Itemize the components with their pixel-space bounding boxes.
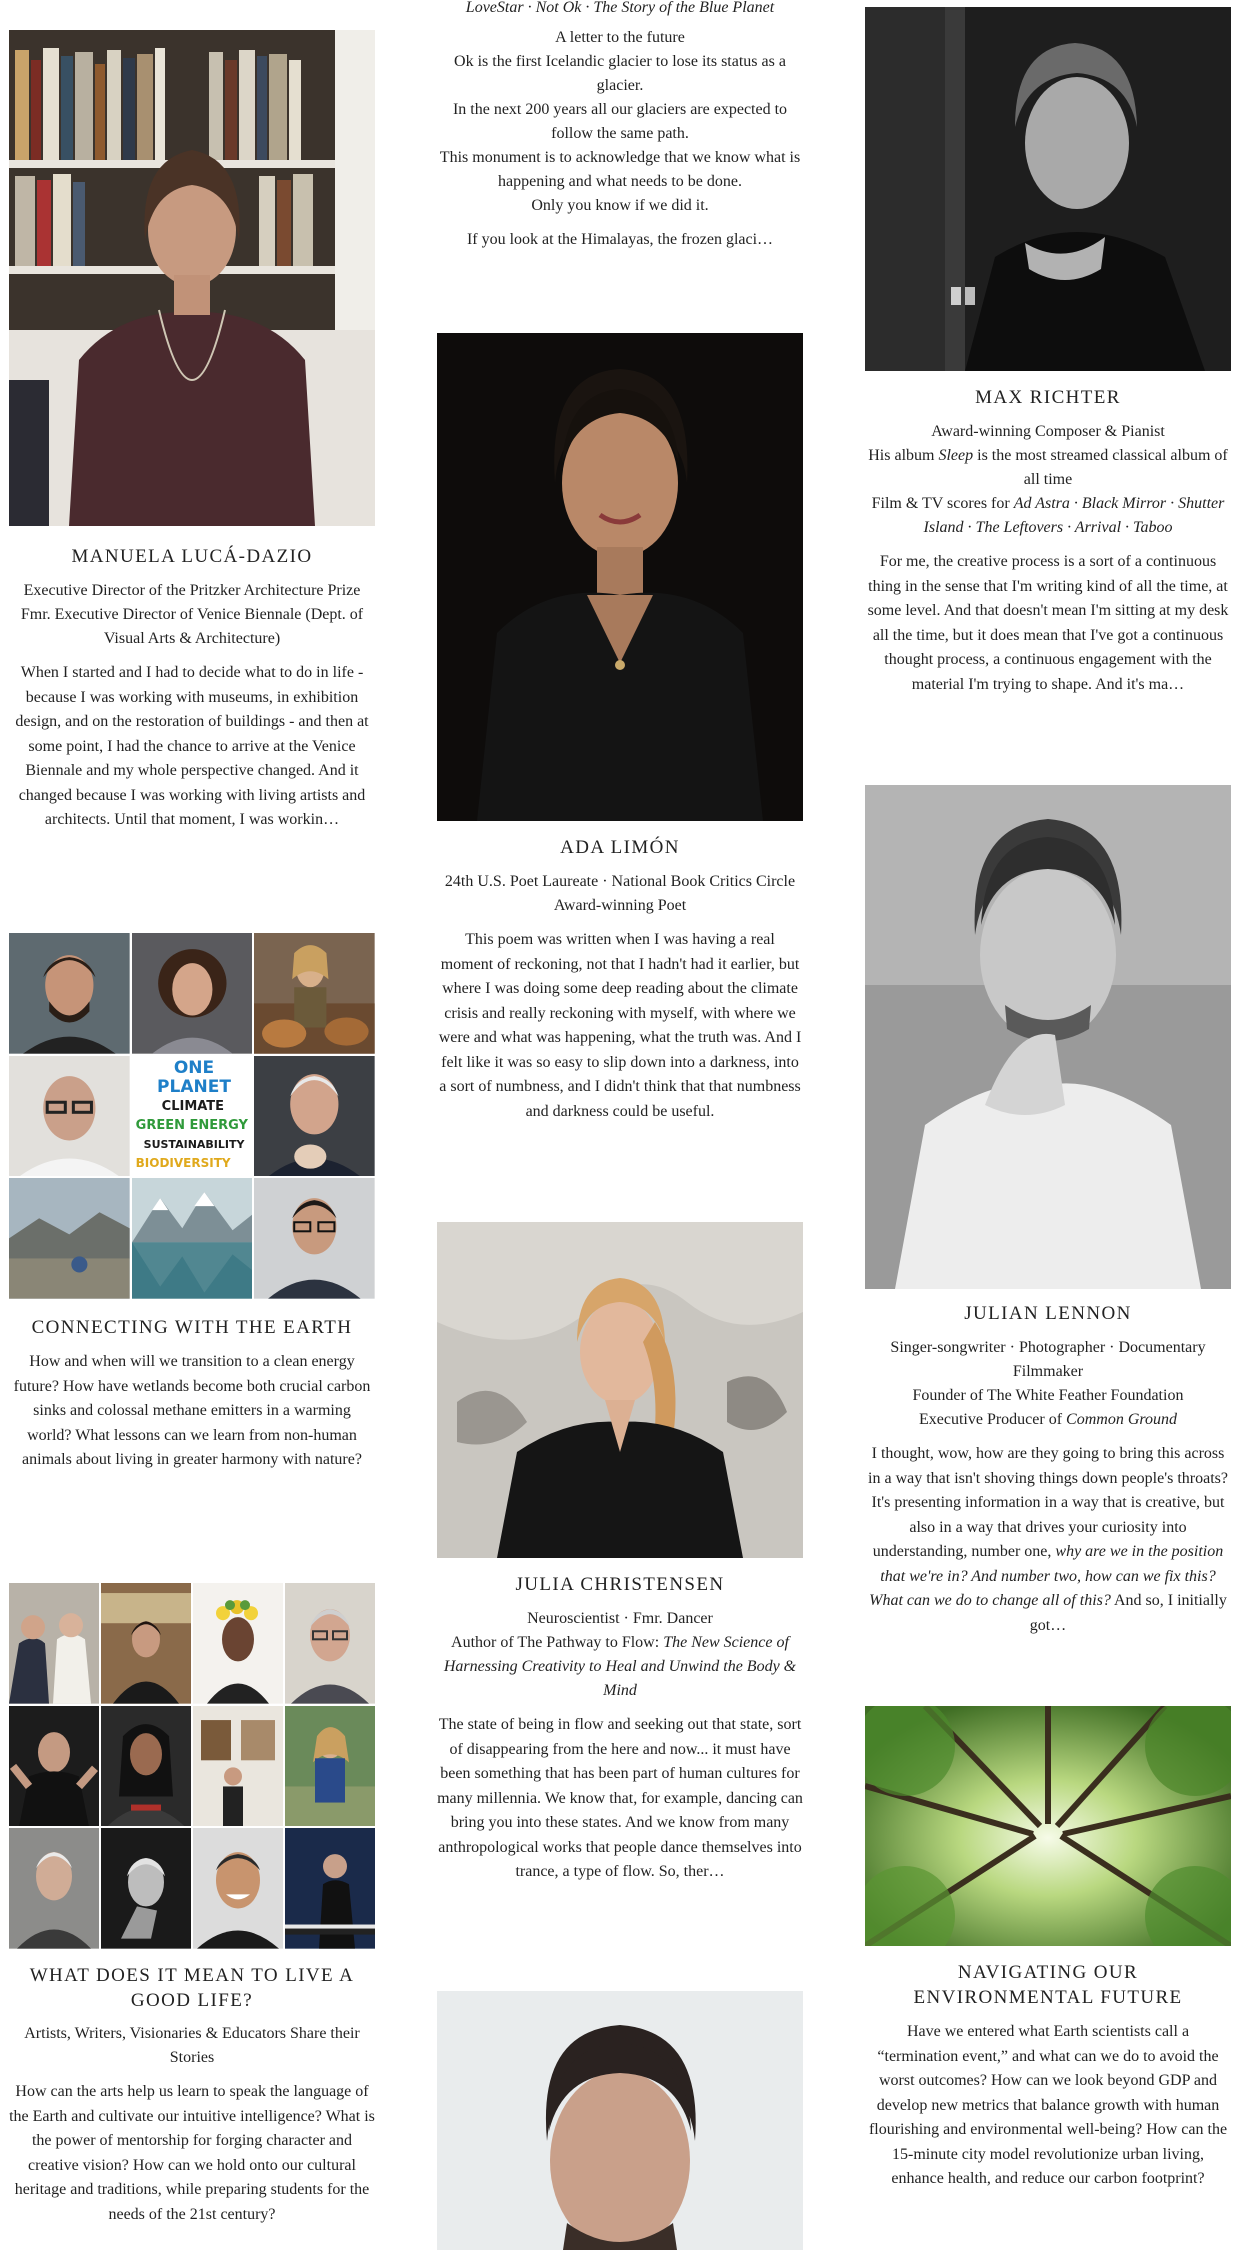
collage-photo-pianist bbox=[285, 1828, 375, 1949]
poster-line-1: ONE PLANET bbox=[157, 1058, 231, 1097]
card-max-richter[interactable] bbox=[865, 7, 1231, 697]
collage-photo-woman-dogs bbox=[254, 933, 375, 1054]
collage-portrait-woman-curly bbox=[132, 933, 253, 1054]
card-good-life[interactable] bbox=[9, 1583, 375, 2227]
letter-credits: LoveStar · Not Ok · The Story of the Blue Planet bbox=[465, 0, 775, 16]
letter-line-1: A letter to the future bbox=[555, 29, 685, 46]
manuela-portrait[interactable] bbox=[9, 30, 375, 526]
collage-portrait-older-man-glasses bbox=[285, 1583, 375, 1704]
card-next-portrait[interactable] bbox=[437, 1991, 803, 2250]
max-richter-name: MAX RICHTER bbox=[975, 387, 1121, 408]
collage-portrait-man-suit bbox=[254, 1178, 375, 1299]
julian-quote-italic: why are we in the position that we're in? And number two, how can we fix this? What can we do to change all of this? bbox=[869, 1543, 1224, 1609]
collage-portrait-man-white-hair bbox=[254, 1056, 375, 1177]
environmental-future-title: NAVIGATING OUR ENVIRONMENTAL FUTURE bbox=[913, 1962, 1183, 2008]
card-manuela[interactable] bbox=[9, 30, 375, 833]
julian-lennon-portrait[interactable] bbox=[865, 785, 1231, 1289]
good-life-title: WHAT DOES IT MEAN TO LIVE A GOOD LIFE? bbox=[29, 1965, 355, 2011]
ada-limon-portrait[interactable] bbox=[437, 333, 803, 821]
max-role-3-a: Film & TV scores for bbox=[871, 495, 1010, 512]
letter-line-5: Only you know if we did it. bbox=[531, 197, 709, 214]
julian-quote-a: I thought, wow, how are they going to bring this across in a way that isn't shoving things down people's throats? It's presenting information in a way that is creative, but also in a way that drives your curiosity into understanding, number one, bbox=[868, 1445, 1228, 1560]
max-richter-role-3 bbox=[865, 492, 1231, 540]
manuela-quote: When I started and I had to decide what to do in life - because I was working with museums, in exhibition design, and on the restoration of buildings - and then at some point, I had the chance to arrive at the Venice Biennale and my whole perspective changed. And it changed because I was working with living artists and architects. Until that moment, I was workin… bbox=[15, 664, 369, 828]
julia-christensen-quote: The state of being in flow and seeking out that state, sort of disappearing from the here and now... it must have been something that has been part of human cultures for many millennia. We know that, for example, dancing can bring you into these states. And we know from many anthropological works that people dance themselves into trance, a type of flow. So, ther… bbox=[437, 1716, 803, 1880]
collage-photo-speaker bbox=[9, 1706, 99, 1827]
good-life-text: How can the arts help us learn to speak the language of the Earth and cultivate our intuitive intelligence? What is the power of mentorship for forging character and creative vision? How can we hold onto our cultural heritage and traditions, while preparing students for the needs of the 21st century? bbox=[9, 2083, 375, 2223]
environmental-future-text: Have we entered what Earth scientists call a “termination event,” and what can we do to avoid the worst outcomes? How can we look beyond GDP and develop new metrics that balance growth with human flourishing and environmental well-being? How can the 15-minute city model revolutionize urban living, enhance health, and reduce our carbon footprint? bbox=[868, 2023, 1228, 2187]
max-richter-portrait[interactable] bbox=[865, 7, 1231, 371]
manuela-role-2: Fmr. Executive Director of Venice Biennale (Dept. of Visual Arts & Architecture) bbox=[20, 606, 364, 647]
manuela-name: MANUELA LUCÁ-DAZIO bbox=[71, 546, 313, 567]
poster-line-4: SUSTAINABILITY bbox=[143, 1138, 245, 1151]
collage-portrait-man-hand-face bbox=[9, 1828, 99, 1949]
collage-photo-gallery bbox=[193, 1706, 283, 1827]
letter-quote: If you look at the Himalayas, the frozen glaci… bbox=[466, 231, 774, 248]
max-richter-role-2 bbox=[865, 444, 1231, 492]
collage-portrait-man-beard bbox=[9, 933, 130, 1054]
manuela-role-1: Executive Director of the Pritzker Architecture Prize bbox=[23, 582, 361, 599]
collage-portrait-flower-crown bbox=[193, 1583, 283, 1704]
collage-photo-pope bbox=[9, 1583, 99, 1704]
good-life-subtitle: Artists, Writers, Visionaries & Educators Share their Stories bbox=[24, 2025, 360, 2066]
max-film-titles: Ad Astra · Black Mirror · Shutter Island · The Leftovers · Arrival · Taboo bbox=[923, 495, 1225, 536]
julian-lennon-name: JULIAN LENNON bbox=[964, 1303, 1132, 1324]
julian-quote-b: And so, I initially got… bbox=[1029, 1592, 1227, 1634]
man-portrait-bottom[interactable] bbox=[437, 1991, 803, 2250]
letter-line-3: In the next 200 years all our glaciers are expected to follow the same path. bbox=[452, 101, 788, 142]
card-environmental-future[interactable] bbox=[865, 1706, 1231, 2192]
collage-portrait-man-glasses bbox=[9, 1056, 130, 1177]
letter-line-4: This monument is to acknowledge that we know what is happening and what needs to be done. bbox=[439, 149, 801, 190]
julia-christensen-role-2 bbox=[437, 1631, 803, 1703]
julian-lennon-role-3 bbox=[865, 1408, 1231, 1432]
julian-role-3-a: Executive Producer of bbox=[918, 1411, 1063, 1428]
card-julian-lennon[interactable] bbox=[865, 785, 1231, 1638]
earth-text: How and when will we transition to a clean energy future? How have wetlands become both crucial carbon sinks and colossal methane emitters in a warming world? What lessons can we learn from non-human animals about living in greater harmony with nature? bbox=[13, 1353, 371, 1468]
max-richter-role-1: Award-winning Composer & Pianist bbox=[931, 423, 1165, 440]
good-life-collage[interactable] bbox=[9, 1583, 375, 1949]
max-richter-quote: For me, the creative process is a sort of a continuous thing in the sense that I'm writing kind of all the time, at some level. And that doesn't mean I'm sitting at my desk all the time, but it does mean that I've got a continuous thought process, a continuous engagement with the material I'm trying to shape. And it's ma… bbox=[867, 553, 1229, 693]
collage-portrait-bw-man bbox=[101, 1828, 191, 1949]
julia-role-2-prefix: Author of The Pathway to Flow: bbox=[451, 1634, 660, 1651]
ada-limon-name: ADA LIMÓN bbox=[560, 837, 680, 858]
collage-portrait-native-man bbox=[101, 1706, 191, 1827]
card-ada-limon[interactable] bbox=[437, 333, 803, 1124]
forest-canopy-photo[interactable] bbox=[865, 1706, 1231, 1946]
julia-christensen-portrait[interactable] bbox=[437, 1222, 803, 1558]
julia-christensen-role-1: Neuroscientist · Fmr. Dancer bbox=[527, 1610, 713, 1627]
julian-lennon-role-1: Singer-songwriter · Photographer · Documentary Filmmaker bbox=[890, 1339, 1206, 1380]
max-role-2-a: His album bbox=[868, 447, 935, 464]
collage-photo-coast bbox=[9, 1178, 130, 1299]
card-julia-christensen[interactable] bbox=[437, 1222, 803, 1885]
earth-collage[interactable] bbox=[9, 933, 375, 1299]
collage-photo-person-outdoors bbox=[285, 1706, 375, 1827]
julian-lennon-role-2: Founder of The White Feather Foundation bbox=[912, 1387, 1184, 1404]
card-connecting-earth[interactable] bbox=[9, 933, 375, 1473]
ada-limon-quote: This poem was written when I was having a real moment of reckoning, not that I hadn't had it earlier, but where I was doing some deep reading about the climate crisis and really reckoning with myself, with where we were and what was happening, what the truth was. And I felt like it was so easy to slip down into a darkness, into a sort of numbness, and I didn't think that that numbness and darkness could be useful. bbox=[438, 931, 802, 1120]
poster-line-2: CLIMATE bbox=[161, 1099, 225, 1114]
earth-title: CONNECTING WITH THE EARTH bbox=[31, 1317, 353, 1338]
julia-book-title: The New Science of Harnessing Creativity to Heal and Unwind the Body & Mind bbox=[443, 1634, 797, 1699]
collage-portrait-smiling-man bbox=[193, 1828, 283, 1949]
collage-photo-woman-bookshelf bbox=[101, 1583, 191, 1704]
julian-film-title: Common Ground bbox=[1066, 1411, 1178, 1428]
ada-limon-role: 24th U.S. Poet Laureate · National Book Critics Circle Award-winning Poet bbox=[444, 873, 796, 914]
max-album-title: Sleep bbox=[938, 447, 974, 464]
max-role-2-b: is the most streamed classical album of all time bbox=[977, 447, 1228, 488]
poster-line-3: GREEN ENERGY bbox=[135, 1118, 248, 1133]
julian-lennon-quote bbox=[865, 1442, 1231, 1638]
card-letter-to-future[interactable] bbox=[437, 0, 803, 253]
one-planet-poster bbox=[132, 1056, 253, 1177]
poster-line-5: BIODIVERSITY bbox=[135, 1156, 231, 1170]
collage-photo-mountain-lake bbox=[132, 1178, 253, 1299]
julia-christensen-name: JULIA CHRISTENSEN bbox=[515, 1574, 725, 1595]
letter-line-2: Ok is the first Icelandic glacier to lose its status as a glacier. bbox=[454, 53, 786, 94]
